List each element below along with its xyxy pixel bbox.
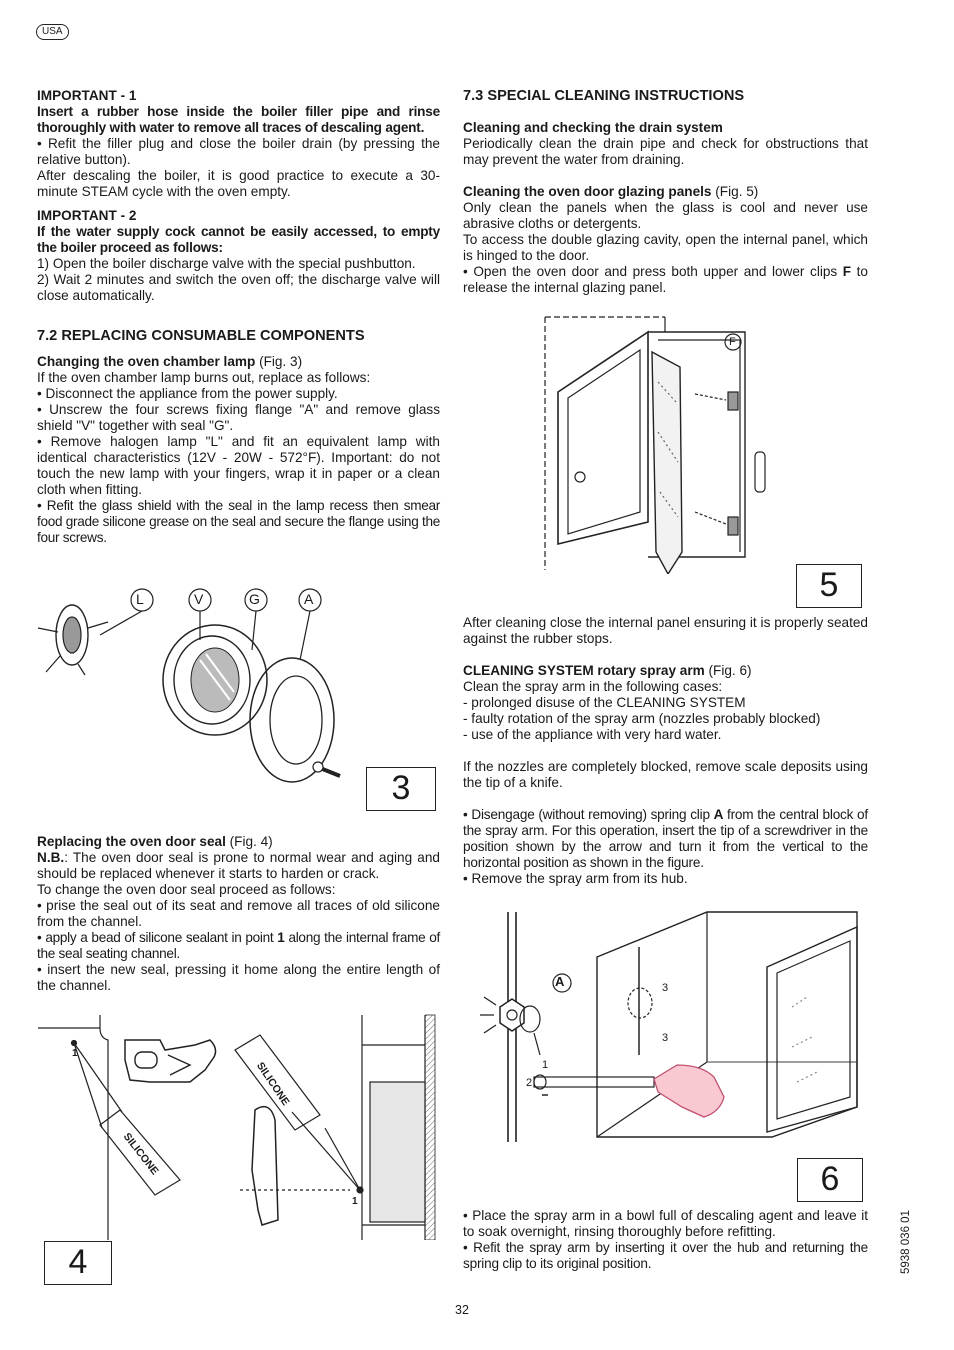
spray-paragraph: from the central block of the spray arm. For this operation, insert the tip of a screwdriver in the position shown by the arrow and turn it from the vertical to the horizontal position as shown in the figure. (463, 807, 868, 870)
final-paragraph: • Refit the spray arm by inserting it over the hub and returning the spring clip to its original position. (463, 1240, 868, 1271)
fig5-label-f: F (729, 336, 736, 348)
fig3-label-v: V (194, 591, 204, 607)
final-paragraph: • Place the spray arm in a bowl full of descaling agent and leave it to soak overnight, rinsing thoroughly before refitting. (463, 1208, 868, 1239)
glazing-paragraph: to release the internal glazing panel. (463, 264, 868, 295)
seal-paragraph: • prise the seal out of its seat and remove all traces of old silicone from the channel. (37, 898, 440, 929)
fig6-label-3-upper: 3 (662, 982, 669, 994)
figure-3-number: 3 (366, 767, 436, 811)
fig3-label-l: L (136, 591, 144, 607)
figure-5-door-diagram (540, 312, 780, 574)
right-column (463, 88, 868, 296)
fig6-label-1: 1 (542, 1059, 549, 1071)
glazing-paragraph: To access the double glazing cavity, open the internal panel, which is hinged to the door. (463, 232, 868, 263)
important-2-bold-text: If the water supply cock cannot be easily accessed, to empty the boiler proceed as follows: (37, 224, 440, 255)
seal-fig-ref: (Fig. 4) (225, 834, 273, 849)
right-column-middle (463, 615, 868, 887)
fig4-point-1-left: 1 (72, 1048, 78, 1059)
fig4-point-1-right: 1 (352, 1196, 358, 1207)
document-code: 5938 036 01 (900, 1210, 912, 1274)
drain-paragraph: Periodically clean the drain pipe and check for obstructions that may prevent the water from draining. (463, 136, 868, 167)
lamp-subheading: Changing the oven chamber lamp (37, 354, 256, 369)
figure-6-spray-arm-diagram (462, 907, 872, 1147)
glazing-paragraph: • Open the oven door and press both upper and lower clips (463, 264, 843, 279)
lamp-paragraph: If the oven chamber lamp burns out, replace as follows: (37, 370, 371, 385)
section-7-3-heading: 7.3 SPECIAL CLEANING INSTRUCTIONS (463, 88, 745, 104)
fig6-label-a: A (555, 974, 565, 989)
figure-4-number: 4 (44, 1241, 112, 1285)
seal-subheading: Replacing the oven door seal (37, 834, 226, 849)
spray-paragraph: • Disengage (without removing) spring clip (463, 807, 714, 822)
section-7-2-heading: 7.2 REPLACING CONSUMABLE COMPONENTS (37, 328, 365, 344)
important-1-title: IMPORTANT - 1 (37, 88, 137, 103)
lamp-fig-ref: (Fig. 3) (255, 354, 303, 369)
important-2-step: 2) Wait 2 minutes and switch the oven off; the discharge valve will close automatically. (37, 272, 440, 303)
spray-arm-fig-ref: (Fig. 6) (704, 663, 752, 678)
important-1-paragraph: • Refit the filler plug and close the boiler drain (by pressing the relative button). (37, 136, 440, 167)
glazing-fig-ref: (Fig. 5) (711, 184, 759, 199)
spray-paragraph: • Remove the spray arm from its hub. (463, 871, 688, 886)
seal-paragraph: • apply a bead of silicone sealant in point (37, 930, 278, 945)
spray-list-item: - use of the appliance with very hard water. (463, 727, 722, 742)
lamp-paragraph: • Unscrew the four screws fixing flange "A" and remove glass shield "V" together with seal "G". (37, 402, 440, 433)
left-column-lower (37, 834, 440, 994)
spray-list-item: - faulty rotation of the spray arm (nozzles probably blocked) (463, 711, 821, 726)
important-2-title: IMPORTANT - 2 (37, 208, 137, 223)
figure-4-seal-diagram (30, 1010, 440, 1240)
fig6-label-3-lower: 3 (662, 1032, 669, 1044)
glazing-subheading: Cleaning the oven door glazing panels (463, 184, 712, 199)
fig4-silicone-label-left: SILICONE (120, 1130, 161, 1178)
important-2-step: 1) Open the boiler discharge valve with the special pushbutton. (37, 256, 416, 271)
important-1-bold-text: Insert a rubber hose inside the boiler filler pipe and rinse thoroughly with water to remove all traces of descaling agent. (37, 104, 440, 135)
region-badge: USA (36, 24, 69, 40)
lamp-paragraph: • Refit the glass shield with the seal in the lamp recess then smear food grade silicone grease on the seal and secure the flange using the four screws. (37, 498, 440, 545)
seal-nb-label: N.B. (37, 850, 65, 865)
fig4-silicone-label-right: SILICONE (253, 1060, 292, 1108)
seal-paragraph: along the internal frame of the seal seating channel. (37, 930, 441, 961)
seal-paragraph: • insert the new seal, pressing it home along the entire length of the channel. (37, 962, 440, 993)
spray-arm-subheading: CLEANING SYSTEM rotary spray arm (463, 663, 705, 678)
page-number: 32 (455, 1303, 469, 1317)
left-column (37, 88, 440, 546)
seal-paragraph: To change the oven door seal proceed as follows: (37, 882, 336, 897)
after-cleaning-paragraph: After cleaning close the internal panel ensuring it is properly seated against the rubber stops. (463, 615, 868, 646)
glazing-paragraph: Only clean the panels when the glass is cool and never use abrasive cloths or detergents. (463, 200, 868, 231)
fig6-label-2: 2 (526, 1077, 533, 1089)
seal-nb-text: : The oven door seal is prone to normal wear and aging and should be replaced whenever it starts to harden or crack. (37, 850, 440, 881)
spray-paragraph: If the nozzles are completely blocked, remove scale deposits using the tip of a knife. (463, 759, 868, 790)
seal-point-ref: 1 (277, 930, 285, 945)
fig3-label-g: G (249, 591, 260, 607)
spray-paragraph: Clean the spray arm in the following cases: (463, 679, 723, 694)
lamp-paragraph: • Remove halogen lamp "L" and fit an equivalent lamp with identical characteristics (12V - 20W - 572°F). Important: do not touch the new lamp with your fingers, wrap it in paper or a clean cloth when fitting. (37, 434, 440, 497)
lamp-paragraph: • Disconnect the appliance from the power supply. (37, 386, 338, 401)
figure-5-number: 5 (796, 564, 862, 608)
spring-clip-ref: A (713, 807, 724, 822)
figure-6-number: 6 (797, 1158, 863, 1202)
fig3-label-a: A (304, 591, 314, 607)
drain-subheading: Cleaning and checking the drain system (463, 120, 723, 135)
right-column-lower (463, 1208, 868, 1272)
spray-list-item: - prolonged disuse of the CLEANING SYSTEM (463, 695, 746, 710)
clip-ref: F (842, 264, 852, 279)
important-1-paragraph: After descaling the boiler, it is good practice to execute a 30-minute STEAM cycle with the oven empty. (37, 168, 440, 199)
